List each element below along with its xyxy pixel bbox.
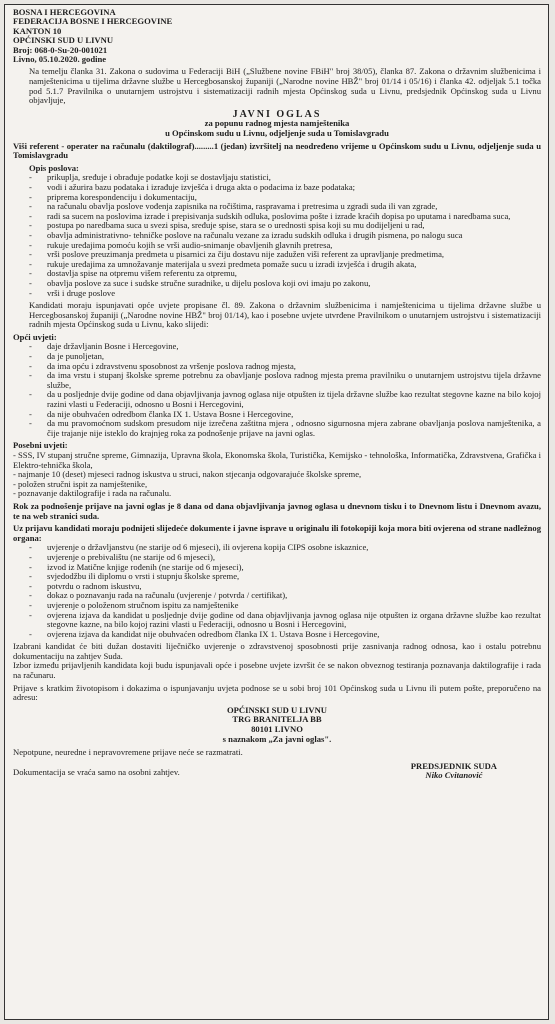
list-item: - uvjerenje o položenom stručnom ispitu za namještenike bbox=[13, 601, 541, 611]
footer bbox=[13, 762, 541, 781]
special-conditions-label: Posebni uvjeti: bbox=[13, 440, 68, 451]
selection-paragraph: Izbor između prijavljenih kandidata koji budu ispunjavali opće i posebne uvjete izvršit će se nakon obveznog testiranja poznavanja daktilografije i rada na računaru. bbox=[13, 660, 541, 681]
intro-paragraph: Na temelju članka 31. Zakona o sudovima u Federaciji BiH („Službene novine FBiH" broj 38/05), članka 87. Zakona o državnim službenicima i namještenicima u tijelima državne službe u Hercegbosanskoj županiji („Narodne novine HBŽ" broj 01/14 i 05/16) i članka 42. odjeljak 5.1 točka pod 5.1.7 Pravilnika o unutarnjem ustrojstvu i sistematizaciji radnih mjesta Općinskog suda u Livnu, predsjednik Općinskog suda u Livnu objavljuje, bbox=[29, 66, 541, 106]
list-item: - uvjerenje o državljanstvu (ne starije od 6 mjeseci), ili ovjerena kopija CIPS osobne iskaznice, bbox=[13, 543, 541, 553]
list-item: - da u posljednje dvije godine od dana objavljivanja javnog oglasa nije otpušten iz tijela državne službe kao rezultat stegovne kazne na bilo kojoj razini vlasti u Federaciji, odnosno u Bosni i Hercegovini, bbox=[13, 390, 541, 409]
list-item: - položen stručni ispit za namještenike, bbox=[13, 478, 148, 489]
list-item: - poznavanje daktilografije i rada na računalu. bbox=[13, 488, 172, 499]
list-item: - SSS, IV stupanj stručne spreme, Gimnazija, Upravna škola, Ekonomska škola, Turistička, Kemijsko - tehnološka, Informatička, Zdravstvena, Grafička i Elektro-tehnička škola, bbox=[13, 450, 542, 470]
list-item: - priprema korespondenciju i dokumentaciju, bbox=[13, 193, 541, 203]
list-item: - da nije obuhvaćen odredbom članka IX 1. Ustava Bosne i Hercegovine, bbox=[13, 410, 541, 420]
header-canton: KANTON 10 bbox=[13, 25, 62, 36]
duties-list bbox=[13, 173, 541, 298]
list-item: - vrši i druge poslove bbox=[13, 289, 541, 299]
documentation-note: Dokumentacija se vraća samo na osobni zahtjev. bbox=[13, 766, 180, 777]
general-conditions-label: Opći uvjeti: bbox=[13, 331, 57, 342]
document-page bbox=[4, 4, 549, 1020]
list-item: - ovjerena izjava da kandidat nije obuhvaćen odredbom članka IX 1. Ustava Bosne i Hercegovine, bbox=[13, 630, 541, 640]
duties-label: Opis poslova: bbox=[29, 162, 79, 173]
list-item: - rukuje uređajima za umnožavanje materijala u svezi predmeta pomaže sucu u izradi izvješća i drugih akata, bbox=[13, 260, 541, 270]
header-federation: FEDERACIJA BOSNE I HERCEGOVINE bbox=[13, 16, 173, 27]
list-item: - uvjerenje o prebivalištu (ne starije od 6 mjeseci), bbox=[13, 553, 541, 563]
header-country: BOSNA I HERCEGOVINA bbox=[13, 7, 116, 17]
address-line: TRG BRANITELJA BB bbox=[232, 714, 322, 725]
list-item: - obavlja administrativno- tehničke poslove na računalu vezane za izradu sudskih odluka i drugih pismena, po nalogu suca bbox=[13, 231, 541, 241]
header-court: OPĆINSKI SUD U LIVNU bbox=[13, 35, 114, 46]
position-description: Viši referent - operater na računalu (daktilograf).........1 (jedan) izvršitelj na neodređeno vrijeme u Općinskom sudu u Livnu, odjeljenje suda u Tomislavgradu bbox=[13, 140, 541, 161]
list-item: - daje državljanin Bosne i Hercegovine, bbox=[13, 342, 541, 352]
deadline-paragraph: Rok za podnošenje prijave na javni oglas je 8 dana od dana objavljivanja javnog oglasa u dnevnom tisku i to Dnevnom listu i Dnevnom avazu, te na web stranici suda. bbox=[13, 500, 541, 521]
incomplete-applications-note: Nepotpune, neuredne i nepravovremene prijave neće se razmatrati. bbox=[13, 747, 243, 758]
signature-role: PREDSJEDNIK SUDA bbox=[410, 760, 497, 771]
candidates-intro: Kandidati moraju ispunjavati opće uvjete propisane čl. 89. Zakona o državnim službenicima i namještenicima u tijelima državne službe u Hercegbosanskoj županiji („Narodne novine HBŽ" broj 01/14), kao i posebne uvjete utvrđene Pravilnikom o unutarnjem ustrojstvu i sistematizaciji radnih mjesta Općinskog suda u Livnu, kako slijedi: bbox=[29, 300, 541, 330]
list-item: - obavlja poslove za suce i sudske stručne suradnike, u dijelu poslova koji ovi imaju po zakonu, bbox=[13, 279, 541, 289]
header-date: Livno, 05.10.2020. godine bbox=[13, 54, 107, 65]
list-item: - rukuje uređajima pomoću kojih se vrši audio-snimanje obavljenih glavnih pretresa, bbox=[13, 241, 541, 251]
list-item: - da ima opću i zdravstvenu sposobnost za vršenje poslova radnog mjesta, bbox=[13, 362, 541, 372]
subtitle-department: u Općinskom sudu u Livnu, odjeljenje suda u Tomislavgradu bbox=[165, 128, 389, 138]
header-number: Broj: 068-0-Su-20-001021 bbox=[13, 44, 108, 55]
list-item: - da je punoljetan, bbox=[13, 352, 541, 362]
documents-label: Uz prijavu kandidati moraju podnijeti slijedeće dokumente i javne isprave u originalu ili fotokopiji koja mora biti ovjerena od strane nadležnog organa: bbox=[13, 523, 541, 543]
list-item: - ovjerena izjava da kandidat u posljednje dvije godine od dana objavljivanja javnog oglasa nije otpušten iz organa državne službe kao rezultat stegovne kazne, na bilo kojoj razini vlasti u Federaciji, odnosno u Bosni i Hercegovini, bbox=[13, 611, 541, 630]
subtitle-position-type: za popunu radnog mjesta namještenika bbox=[204, 118, 350, 129]
list-item: - postupa po naredbama suca u svezi spisa, sređuje spise, stara se o urednosti spisa koji su mu dodijeljeni u rad, bbox=[13, 221, 541, 231]
list-item: - na računalu obavlja poslove vođenja zapisnika na ročištima, raspravama i pretresima u zgradi suda ili van zgrade, bbox=[13, 202, 541, 212]
list-item: - izvod iz Matične knjige rođenih (ne starije od 6 mjeseci), bbox=[13, 563, 541, 573]
submission-paragraph: Prijave s kratkim životopisom i dokazima o ispunjavanju uvjeta podnose se u sobi broj 101 Općinskog suda u Livnu ili putem pošte, preporučeno na adresu: bbox=[13, 682, 541, 703]
signature-block bbox=[411, 762, 497, 781]
documents-list bbox=[13, 543, 541, 639]
list-item: - radi sa sucem na poslovima izrade i prepisivanja sudskih odluka, poslovima pošte i izrade kraćih dopisa po uputama i naredbama suca, bbox=[13, 212, 541, 222]
signature-name: Niko Cvitanović bbox=[425, 770, 483, 781]
list-item: - svjedodžbu ili diplomu o vrsti i stupnju školske spreme, bbox=[13, 572, 541, 582]
list-item: - dostavlja spise na otpremu višem referentu za otpremu, bbox=[13, 269, 541, 279]
address-line: OPĆINSKI SUD U LIVNU bbox=[226, 704, 328, 715]
address-line: 80101 LIVNO bbox=[251, 724, 303, 735]
list-item: - potvrdu o radnom iskustvu, bbox=[13, 582, 541, 592]
court-address bbox=[13, 706, 541, 744]
general-conditions-list bbox=[13, 342, 541, 438]
list-item: - najmanje 10 (deset) mjeseci radnog iskustva u struci, nakon stjecanja odgovarajuće školske spreme, bbox=[13, 469, 362, 480]
document-title: JAVNI OGLAS bbox=[232, 108, 322, 120]
chosen-candidate-paragraph: Izabrani kandidat će biti dužan dostaviti liječničko uvjerenje o zdravstvenoj sposobnosti prije zasnivanja radnog odnosa, kao i ostalu potrebnu dokumentaciju na zahtjev Suda. bbox=[13, 641, 541, 661]
letterhead bbox=[13, 8, 541, 64]
list-item: - da ima vrstu i stupanj školske spreme potrebnu za obavljanje poslova radnog mjesta prema pravilniku o unutarnjem ustrojstvu tijela državne službe, bbox=[13, 371, 541, 390]
list-item: - prikuplja, sređuje i obrađuje podatke koji se dostavljaju statistici, bbox=[13, 173, 541, 183]
list-item: - da mu pravomoćnom sudskom presudom nije izrečena zaštitna mjera , odnosno sigurnosna mjera zabrane obavljanja poslova namještenika, a čije trajanje nije isteklo do krajnjeg roka za podnošenje prijave na javni oglas. bbox=[13, 419, 541, 438]
address-line: s naznakom „Za javni oglas". bbox=[222, 733, 332, 744]
list-item: - vrši poslove preuzimanja predmeta u pisarnici za čiju dostavu nije zadužen viši referent za upravljanje predmetima, bbox=[13, 250, 541, 260]
special-conditions-list bbox=[13, 451, 541, 499]
list-item: - vodi i ažurira bazu podataka i izrađuje izvješća i druga akta o podacima iz baze podataka; bbox=[13, 183, 541, 193]
list-item: - dokaz o poznavanju rada na računalu (uvjerenje / potvrda / certifikat), bbox=[13, 591, 541, 601]
